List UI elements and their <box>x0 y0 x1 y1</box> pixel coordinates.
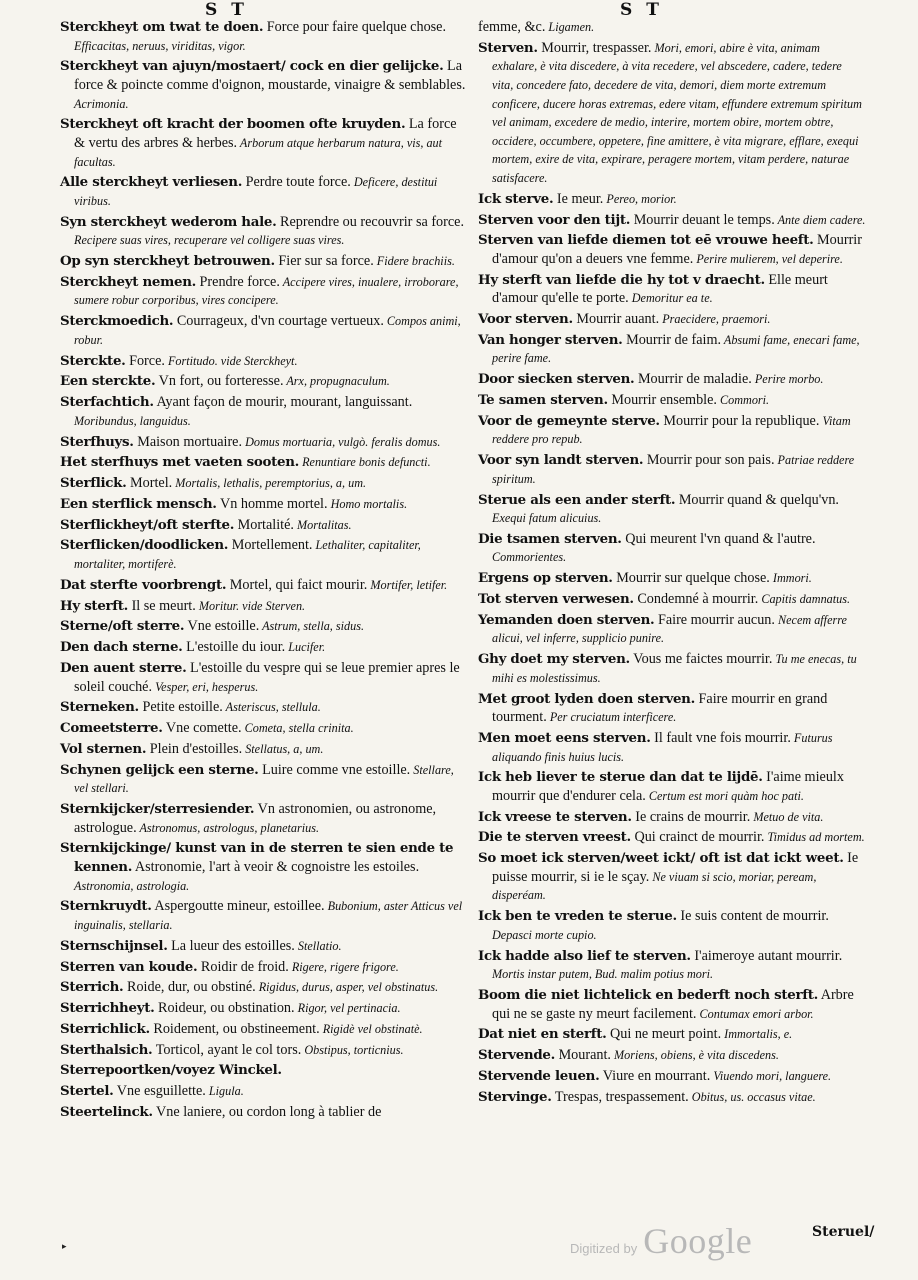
entry-headword: Ghy doet my sterven. <box>478 651 630 668</box>
entry-headword: Sterrich. <box>60 979 124 996</box>
entry-latin: Stellatio. <box>294 938 342 953</box>
entry-headword: Ick heb liever te sterue dan dat te lijdē. <box>478 769 763 786</box>
entry-latin: Fortitudo. vide Sterckheyt. <box>164 353 298 368</box>
entry-latin: Bubonium, aster Atticus vel inguinalis, stellaria. <box>74 899 463 932</box>
entry-headword: Ick vreese te sterven. <box>478 808 632 825</box>
entry-french: Perdre toute force. <box>242 174 351 191</box>
entry-headword: Sterckheyt nemen. <box>60 273 196 290</box>
entry-headword: Stervinge. <box>478 1088 552 1105</box>
entry-headword: Stervende leuen. <box>478 1067 600 1084</box>
dictionary-entry <box>60 273 468 310</box>
entry-headword: Comeetsterre. <box>60 720 163 737</box>
entry-latin: Necem afferre alicui, vel inferre, supplicio punire. <box>492 612 847 646</box>
entry-latin: Stellatus, a, um. <box>242 741 324 756</box>
entry-latin: Patriae reddere spiritum. <box>492 453 855 486</box>
entry-headword: Sternschijnsel. <box>60 937 168 954</box>
dictionary-entry <box>478 271 866 308</box>
entry-latin: Rigidè vel obstinatè. <box>319 1021 423 1036</box>
entry-french: Elle meurt d'amour qu'elle te porte. <box>492 271 828 307</box>
dictionary-entry <box>478 650 866 687</box>
watermark-prefix: Digitized by <box>570 1241 638 1256</box>
dictionary-entry <box>60 659 468 696</box>
dictionary-entry <box>60 937 468 956</box>
entry-french: Petite estoille. <box>138 699 223 716</box>
entry-latin: Moriens, obiens, è vita discedens. <box>610 1048 779 1063</box>
dictionary-entry <box>478 907 866 944</box>
entry-french: Force pour faire quelque chose. <box>263 19 447 35</box>
entry-latin: Efficacitas, neruus, viriditas, vigor. <box>74 38 246 53</box>
dictionary-entry <box>478 1067 866 1086</box>
entry-headword: Sterven voor den tijt. <box>478 211 631 228</box>
dictionary-entry <box>60 393 468 430</box>
entry-headword: Sterrepoortken/voyez Winckel. <box>60 1062 282 1079</box>
entry-headword: Voor sterven. <box>478 311 573 328</box>
entry-french: Maison mortuaire. <box>133 433 243 450</box>
entry-latin: Ante diem cadere. <box>774 212 866 227</box>
entry-french: Viure en mourrant. <box>599 1067 711 1084</box>
entry-latin: Moribundus, languidus. <box>74 413 191 428</box>
entry-headword: Sterfhuys. <box>60 433 134 450</box>
entry-headword: Het sterfhuys met vaeten sooten. <box>60 454 300 471</box>
entry-latin: Mori, emori, abire è vita, animam exhalare, è vita discedere, à vita recedere, vel abscedere, cadere, tedere vita, concedere fato, decedere de vita, demori, diem morte extremum conficere, ducere horas extremas, edere vitam, effundere extremum spiritum vel animam, excedere de medio, interire, mortem obire, mortem obtre, occidere, occumbere, oppetere, fine amittere, è vita migrare, efflare, exequi mortem, exire de vita, expirare, peragere mortem, vitam perdere, naturae satisfacere. <box>492 40 862 185</box>
entry-latin: Capitis damnatus. <box>758 592 851 607</box>
dictionary-entry <box>60 1041 468 1060</box>
entry-headword: Dat niet en sterft. <box>478 1026 607 1043</box>
left-column <box>60 18 468 1124</box>
dictionary-entry <box>60 516 468 535</box>
dictionary-entry <box>478 849 866 905</box>
entry-headword: Die te sterven vreest. <box>478 829 631 846</box>
entry-headword: Sterflick. <box>60 475 127 492</box>
entry-french: Mourrir de faim. <box>622 331 722 348</box>
google-watermark <box>570 1220 752 1262</box>
entry-french: Astronomie, l'art à veoir & cognoistre les estoiles. <box>132 859 420 875</box>
entry-headword: Den auent sterre. <box>60 659 187 676</box>
dictionary-entry <box>60 761 468 798</box>
entry-french: Torticol, ayant le col tors. <box>152 1041 302 1058</box>
entry-latin: Arx, propugnaculum. <box>283 374 390 389</box>
entry-french: I'aimeroye autant mourrir. <box>690 947 843 964</box>
entry-french: Ayant façon de mourir, mourant, languissant. <box>153 394 413 411</box>
entry-latin: Futurus aliquando finis huius lucis. <box>492 730 833 764</box>
dictionary-entry <box>60 897 468 934</box>
entry-french: Qui ne meurt point. <box>606 1026 722 1043</box>
entry-headword: Die tsamen sterven. <box>478 530 622 547</box>
entry-latin: Absumi fame, enecari fame, perire fame. <box>492 332 860 366</box>
dictionary-entry <box>60 698 468 717</box>
entry-french: Mortalité. <box>234 516 294 533</box>
dictionary-entry <box>60 1061 468 1080</box>
entry-headword: Alle sterckheyt verliesen. <box>60 174 243 191</box>
entry-latin: Timidus ad mortem. <box>764 830 865 845</box>
dictionary-entry <box>478 1025 866 1044</box>
entry-headword: Sterthalsich. <box>60 1041 153 1058</box>
entry-headword: Sternkijckinge/ kunst van in de sterren te sien ende te kennen. <box>60 840 454 875</box>
entry-headword: Voor de gemeynte sterve. <box>478 412 660 429</box>
entry-latin: Astronomia, astrologia. <box>74 878 190 893</box>
entry-headword: Ick hadde also lief te sterven. <box>478 947 691 964</box>
entry-latin: Renuntiare bonis defuncti. <box>299 455 431 470</box>
entry-french: Vne estoille. <box>184 618 260 635</box>
dictionary-entry <box>60 740 468 759</box>
entry-headword: Sterckheyt van ajuyn/mostaert/ cock en dier gelijcke. <box>60 58 444 75</box>
dictionary-entry <box>60 453 468 472</box>
dictionary-entry <box>478 310 866 329</box>
entry-french: La lueur des estoilles. <box>167 937 295 954</box>
entry-latin: Mortalitas. <box>293 517 352 532</box>
entry-french: Courrageux, d'vn courtage vertueux. <box>173 313 384 330</box>
entry-latin: Ligamen. <box>545 20 595 34</box>
dictionary-entry <box>478 530 866 567</box>
entry-headword: Met groot lyden doen sterven. <box>478 690 695 707</box>
entry-latin: Commori. <box>716 392 770 407</box>
dictionary-entry <box>478 1046 866 1065</box>
entry-french: Mourrir quand & quelqu'vn. <box>675 491 839 508</box>
dictionary-entry <box>478 590 866 609</box>
entry-latin: Astronomus, astrologus, planetarius. <box>136 820 320 835</box>
entry-french: Mourrir sur quelque chose. <box>612 570 770 587</box>
dictionary-entry <box>60 638 468 657</box>
entry-headword: Syn sterckheyt wederom hale. <box>60 213 277 230</box>
dictionary-entry <box>60 173 468 210</box>
entry-french: Il se meurt. <box>128 597 196 614</box>
entry-french: Fier sur sa force. <box>274 253 374 270</box>
entry-latin: Moritur. vide Sterven. <box>195 598 306 613</box>
entry-french: Luire comme vne estoille. <box>258 761 411 778</box>
entry-latin: Vitam reddere pro repub. <box>492 413 851 447</box>
google-logo: Google <box>643 1221 753 1261</box>
dictionary-entry <box>478 211 866 230</box>
entry-headword: Voor syn landt sterven. <box>478 452 644 469</box>
entry-latin: Immortalis, e. <box>721 1027 793 1042</box>
dictionary-entry <box>478 569 866 588</box>
entry-french: L'estoille du vespre qui se leue premier apres le soleil couché. <box>74 659 460 695</box>
entry-french: Vn fort, ou forteresse. <box>155 373 284 390</box>
dictionary-entry <box>478 39 866 188</box>
margin-arrow-icon: ▸ <box>62 1241 67 1251</box>
dictionary-entry <box>60 576 468 595</box>
entry-headword: Schynen gelijck een sterne. <box>60 761 259 778</box>
entry-french: La force & vertu des arbres & herbes. <box>74 116 457 151</box>
dictionary-entry <box>60 495 468 514</box>
entry-headword: Dat sterfte voorbrengt. <box>60 576 227 593</box>
entry-french: L'estoille du iour. <box>182 639 286 656</box>
entry-latin: Viuendo mori, languere. <box>710 1068 832 1083</box>
entry-latin: Rigor, vel pertinacia. <box>294 1001 401 1016</box>
entry-latin: Rigidus, durus, asper, vel obstinatus. <box>255 980 439 995</box>
entry-latin: Commorientes. <box>492 550 567 565</box>
entry-french: Ie suis content de mourrir. <box>676 908 829 925</box>
entry-latin: Perire mulierem, vel deperire. <box>693 251 843 266</box>
catchword: Steruel/ <box>812 1224 875 1240</box>
entry-headword: Op syn sterckheyt betrouwen. <box>60 253 275 270</box>
entry-headword: Vol sternen. <box>60 740 147 757</box>
entry-headword: Sterflickheyt/oft sterfte. <box>60 516 235 533</box>
entry-headword: Sterrichheyt. <box>60 1000 155 1017</box>
dictionary-entry <box>478 231 866 268</box>
dictionary-entry <box>478 451 866 488</box>
dictionary-entry <box>60 372 468 391</box>
dictionary-entry <box>60 352 468 371</box>
entry-headword: Sterflicken/doodlicken. <box>60 537 229 554</box>
entry-headword: Sterven. <box>478 39 538 56</box>
entry-headword: Sterne/oft sterre. <box>60 618 185 635</box>
dictionary-entry <box>60 18 468 55</box>
entry-french: Mourrir pour la republique. <box>659 412 820 429</box>
entry-french: Vne esguillette. <box>113 1083 206 1100</box>
dictionary-entry <box>478 412 866 449</box>
entry-headword: Tot sterven verwesen. <box>478 591 634 608</box>
dictionary-entry <box>60 474 468 493</box>
entry-french: Qui crainct de mourrir. <box>630 829 765 846</box>
entry-french: La force & poincte comme d'oignon, moustarde, vinaigre & semblables. <box>74 58 466 93</box>
entry-headword: Een sterckte. <box>60 373 156 390</box>
entry-latin: Mortalis, lethalis, peremptorius, a, um. <box>172 476 367 491</box>
dictionary-entry <box>60 719 468 738</box>
dictionary-entry <box>60 536 468 573</box>
entry-french: Condemné à mourrir. <box>633 591 759 608</box>
entry-french: Roideur, ou obstination. <box>154 1000 295 1017</box>
dictionary-entry <box>60 978 468 997</box>
entry-french: Mortellement. <box>228 537 313 554</box>
entry-french: Ie crains de mourrir. <box>631 808 751 825</box>
entry-headword: Te samen sterven. <box>478 391 608 408</box>
entry-headword: Sterven van liefde diemen tot eē vrouwe heeft. <box>478 232 814 249</box>
entry-french: Aspergoutte mineur, estoillee. <box>151 898 325 915</box>
entry-french: Roidement, ou obstineement. <box>149 1020 320 1037</box>
entry-french: Ie meur. <box>553 190 604 207</box>
entry-latin: Lucifer. <box>285 640 326 655</box>
entry-latin: Depasci morte cupio. <box>492 927 597 942</box>
entry-latin: Per cruciatum interficere. <box>546 710 677 725</box>
entry-headword: Hy sterft. <box>60 597 129 614</box>
entry-french: Faire mourrir en grand tourment. <box>492 690 828 726</box>
entry-french: Faire mourrir aucun. <box>654 611 775 628</box>
entry-latin: Mortis instar putem, Bud. malim potius mori. <box>492 967 714 982</box>
entry-latin: Astrum, stella, sidus. <box>259 619 365 634</box>
entry-headword: Sterneken. <box>60 699 139 716</box>
entry-french: Il fault vne fois mourrir. <box>650 729 791 746</box>
dictionary-entry <box>478 18 866 37</box>
entry-latin: Accipere vires, inualere, irroborare, sumere robur corporibus, vires concipere. <box>74 274 459 308</box>
dictionary-entry <box>60 999 468 1018</box>
entry-headword: Yemanden doen sterven. <box>478 611 655 628</box>
dictionary-entry <box>60 800 468 837</box>
dictionary-entry <box>60 839 468 895</box>
entry-french: Vous me faictes mourrir. <box>629 651 773 668</box>
dictionary-entry <box>60 1082 468 1101</box>
entry-headword: Sterren van koude. <box>60 958 198 975</box>
entry-latin: Recipere suas vires, recuperare vel colligere suas vires. <box>74 233 345 248</box>
entry-latin: Pereo, morior. <box>603 191 677 206</box>
entry-latin: Ligula. <box>205 1084 244 1099</box>
dictionary-entry <box>478 768 866 805</box>
entry-french: Prendre force. <box>196 273 280 290</box>
dictionary-entry <box>478 986 866 1023</box>
entry-latin: Vesper, eri, hesperus. <box>152 679 259 694</box>
dictionary-entry <box>60 1103 468 1122</box>
entry-headword: Stertel. <box>60 1083 114 1100</box>
dictionary-entry <box>478 729 866 766</box>
entry-french: Mortel, qui faict mourir. <box>226 576 368 593</box>
entry-latin: Fidere brachiis. <box>373 254 455 269</box>
entry-french: Mourrir d'amour qu'on a deuers vne femme. <box>492 232 862 267</box>
running-header-left: S T <box>205 0 248 20</box>
running-header-right: S T <box>620 0 663 20</box>
entry-headword: Steertelinck. <box>60 1104 153 1120</box>
dictionary-entry <box>60 252 468 271</box>
entry-french: Ie puisse mourrir, si ie le sçay. <box>492 850 859 885</box>
entry-french: Mourrir deuant le temps. <box>630 211 775 228</box>
dictionary-entry <box>60 312 468 349</box>
dictionary-entry <box>60 958 468 977</box>
entry-french: Mourant. <box>555 1047 611 1064</box>
entry-latin: Contumax emori arbor. <box>696 1006 814 1021</box>
entry-french: Mourrir pour son pais. <box>643 452 775 469</box>
entry-french: Qui meurent l'vn quand & l'autre. <box>621 530 816 547</box>
entry-headword: Stervende. <box>478 1047 556 1064</box>
entry-latin: Compos animi, robur. <box>74 314 461 347</box>
entry-latin: Acrimonia. <box>74 96 129 111</box>
entry-headword: Door siecken sterven. <box>478 371 635 388</box>
dictionary-entry <box>60 213 468 250</box>
dictionary-entry <box>60 617 468 636</box>
entry-latin: Perire morbo. <box>751 372 824 387</box>
entry-latin: Immori. <box>769 571 812 586</box>
entry-latin: Homo mortalis. <box>327 496 408 511</box>
dictionary-entry <box>478 370 866 389</box>
entry-french: Roidir de froid. <box>197 958 289 975</box>
entry-latin: Mortifer, letifer. <box>367 577 448 592</box>
entry-headword: Sterckheyt om twat te doen. <box>60 19 264 35</box>
entry-french: Vne laniere, ou cordon long à tablier de <box>152 1104 382 1120</box>
entry-latin: Tu me enecas, tu mihi es molestissimus. <box>492 652 857 685</box>
entry-french: Trespas, trespassement. <box>551 1088 689 1105</box>
entry-french: Vn astronomien, ou astronome, astrologue. <box>74 801 437 836</box>
entry-headword: Sternkruydt. <box>60 898 152 915</box>
entry-latin: Metuo de vita. <box>750 809 824 824</box>
right-column <box>478 18 866 1108</box>
dictionary-entry <box>478 611 866 648</box>
dictionary-entry <box>60 115 468 171</box>
dictionary-entry <box>60 433 468 452</box>
entry-french: Reprendre ou recouvrir sa force. <box>276 213 464 230</box>
entry-french: I'aime mieulx mourrir que d'endurer cela. <box>492 769 844 804</box>
entry-headword: Sterrichlick. <box>60 1020 150 1037</box>
entry-headword: Men moet eens sterven. <box>478 729 651 746</box>
entry-latin: Arborum atque herbarum natura, vis, aut facultas. <box>74 135 443 169</box>
entry-french: femme, &c. <box>478 19 546 35</box>
entry-headword: Den dach sterne. <box>60 639 183 656</box>
entry-headword: Hy sterft van liefde die hy tot v draecht. <box>478 271 765 288</box>
entry-headword: Sterfachtich. <box>60 394 154 411</box>
entry-headword: So moet ick sterven/weet ickt/ oft ist dat ickt weet. <box>478 850 844 867</box>
entry-headword: Ergens op sterven. <box>478 570 613 587</box>
entry-latin: Stellare, vel stellari. <box>74 762 454 796</box>
entry-latin: Obitus, us. occasus vitae. <box>688 1089 816 1104</box>
entry-headword: Sterue als een ander sterft. <box>478 491 676 508</box>
entry-french: Mourrir, trespasser. <box>537 39 652 56</box>
entry-latin: Obstipus, torticnius. <box>301 1042 404 1057</box>
dictionary-entry <box>60 597 468 616</box>
dictionary-entry <box>478 828 866 847</box>
entry-headword: Een sterflick mensch. <box>60 495 217 512</box>
entry-latin: Cometa, stella crinita. <box>241 721 354 736</box>
entry-french: Force. <box>125 352 165 369</box>
entry-headword: Ick ben te vreden te sterue. <box>478 908 677 925</box>
entry-headword: Sternkijcker/sterresiender. <box>60 801 255 818</box>
entry-headword: Boom die niet lichtelick en bederft noch sterft. <box>478 986 818 1003</box>
entry-latin: Domus mortuaria, vulgò. feralis domus. <box>242 434 441 449</box>
dictionary-entry <box>478 391 866 410</box>
entry-latin: Praecidere, praemori. <box>659 312 771 327</box>
entry-latin: Exequi fatum alicuius. <box>492 511 602 526</box>
dictionary-entry <box>478 331 866 368</box>
entry-headword: Sterckte. <box>60 352 126 369</box>
entry-headword: Van honger sterven. <box>478 331 623 348</box>
entry-headword: Sterckheyt oft kracht der boomen ofte kruyden. <box>60 116 406 133</box>
entry-latin: Rigere, rigere frigore. <box>288 959 399 974</box>
entry-headword: Ick sterve. <box>478 190 554 207</box>
entry-french: Arbre qui ne se gaste ny meurt facilement. <box>492 986 854 1022</box>
entry-latin: Ne viuam si scio, moriar, peream, disperéam. <box>492 869 817 903</box>
entry-latin: Lethaliter, capitaliter, mortaliter, mortiferè. <box>74 538 421 572</box>
entry-latin: Demoritur ea te. <box>628 291 713 306</box>
entry-french: Mourrir auant. <box>572 311 660 328</box>
entry-latin: Certum est mori quàm hoc pati. <box>645 788 804 803</box>
entry-french: Mourrir de maladie. <box>634 371 752 388</box>
dictionary-entry <box>60 1020 468 1039</box>
entry-french: Vn homme mortel. <box>216 495 328 512</box>
entry-french: Vne comette. <box>162 720 242 737</box>
dictionary-entry <box>478 690 866 727</box>
entry-french: Mortel. <box>126 475 173 492</box>
dictionary-entry <box>478 190 866 209</box>
dictionary-entry <box>478 491 866 528</box>
entry-french: Mourrir ensemble. <box>607 391 717 408</box>
dictionary-entry <box>478 1088 866 1107</box>
entry-french: Roide, dur, ou obstiné. <box>123 979 256 996</box>
dictionary-entry <box>478 808 866 827</box>
entry-latin: Asteriscus, stellula. <box>222 700 321 715</box>
entry-headword: Sterckmoedich. <box>60 313 174 330</box>
dictionary-entry <box>478 947 866 984</box>
dictionary-entry <box>60 57 468 113</box>
entry-latin: Deficere, destitui viribus. <box>74 175 438 208</box>
entry-french: Plein d'estoilles. <box>146 740 243 757</box>
